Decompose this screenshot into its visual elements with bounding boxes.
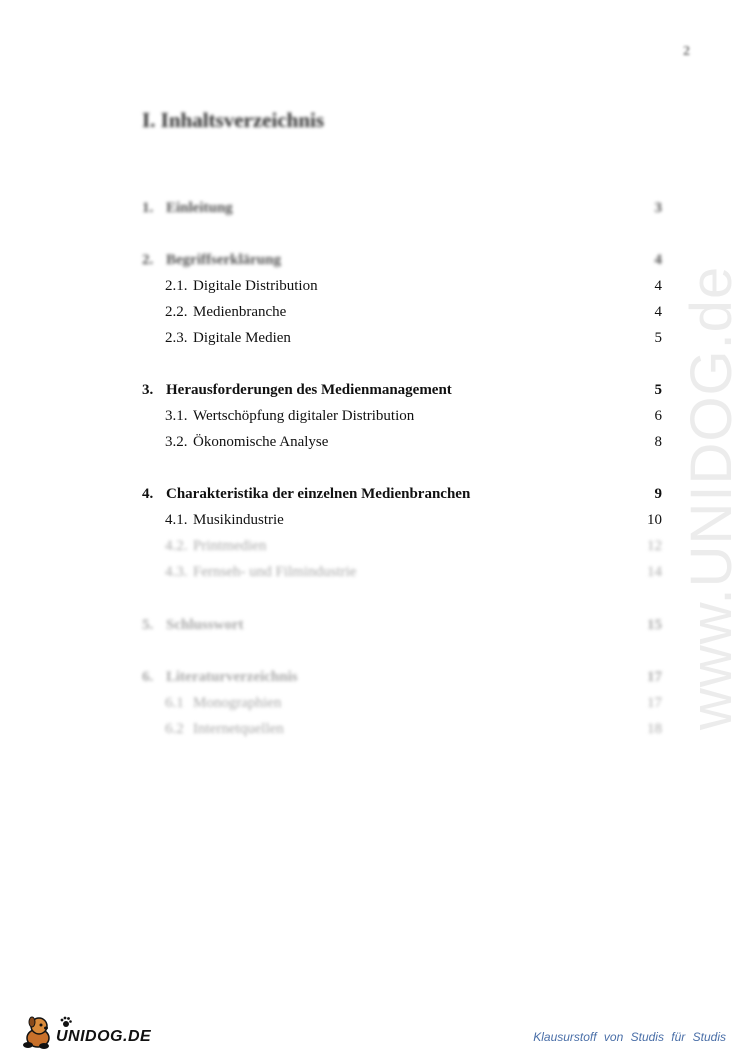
toc-entry-herausforderungen[interactable]: 3. Herausforderungen des Medienmanagement 5	[142, 382, 662, 398]
unidog-logo[interactable]	[22, 1014, 162, 1050]
watermark: www.UNIDOG.de	[679, 265, 744, 730]
toc-entry-printmedien[interactable]: 4.2. Printmedien 12	[165, 538, 662, 554]
footer-tagline: Klausurstoff von Studis für Studis	[533, 1030, 726, 1044]
toc-entry-literaturverzeichnis[interactable]: 6. Literaturverzeichnis 17	[142, 669, 662, 685]
document-title: I. Inhaltsverzeichnis	[142, 108, 325, 132]
toc-entry-digitale-distribution[interactable]: 2.1. Digitale Distribution 4	[165, 278, 662, 294]
toc-entry-digitale-medien[interactable]: 2.3. Digitale Medien 5	[165, 330, 662, 346]
toc-entry-begriffserklaerung[interactable]: 2. Begriffserklärung 4	[142, 252, 662, 268]
toc-entry-monographien[interactable]: 6.1 Monographien 17	[165, 695, 662, 711]
paw-icon	[60, 1016, 72, 1028]
toc-entry-oekonomische-analyse[interactable]: 3.2. Ökonomische Analyse 8	[165, 434, 662, 450]
toc-entry-wertschoepfung[interactable]: 3.1. Wertschöpfung digitaler Distribution 6	[165, 408, 662, 424]
toc-entry-fernseh-filmindustrie[interactable]: 4.3. Fernseh- und Filmindustrie 14	[165, 564, 662, 580]
logo-text: UNIDOG.DE	[56, 1028, 152, 1045]
toc-entry-schlusswort[interactable]: 5. Schlusswort 15	[142, 617, 662, 633]
page-number: 2	[683, 44, 690, 59]
toc-entry-einleitung[interactable]: 1. Einleitung 3	[142, 200, 662, 216]
toc-entry-charakteristika[interactable]: 4. Charakteristika der einzelnen Medienbranchen 9	[142, 486, 662, 502]
toc-entry-musikindustrie[interactable]: 4.1. Musikindustrie 10	[165, 512, 662, 528]
toc-entry-medienbranche[interactable]: 2.2. Medienbranche 4	[165, 304, 662, 320]
toc-entry-internetquellen[interactable]: 6.2 Internetquellen 18	[165, 721, 662, 737]
